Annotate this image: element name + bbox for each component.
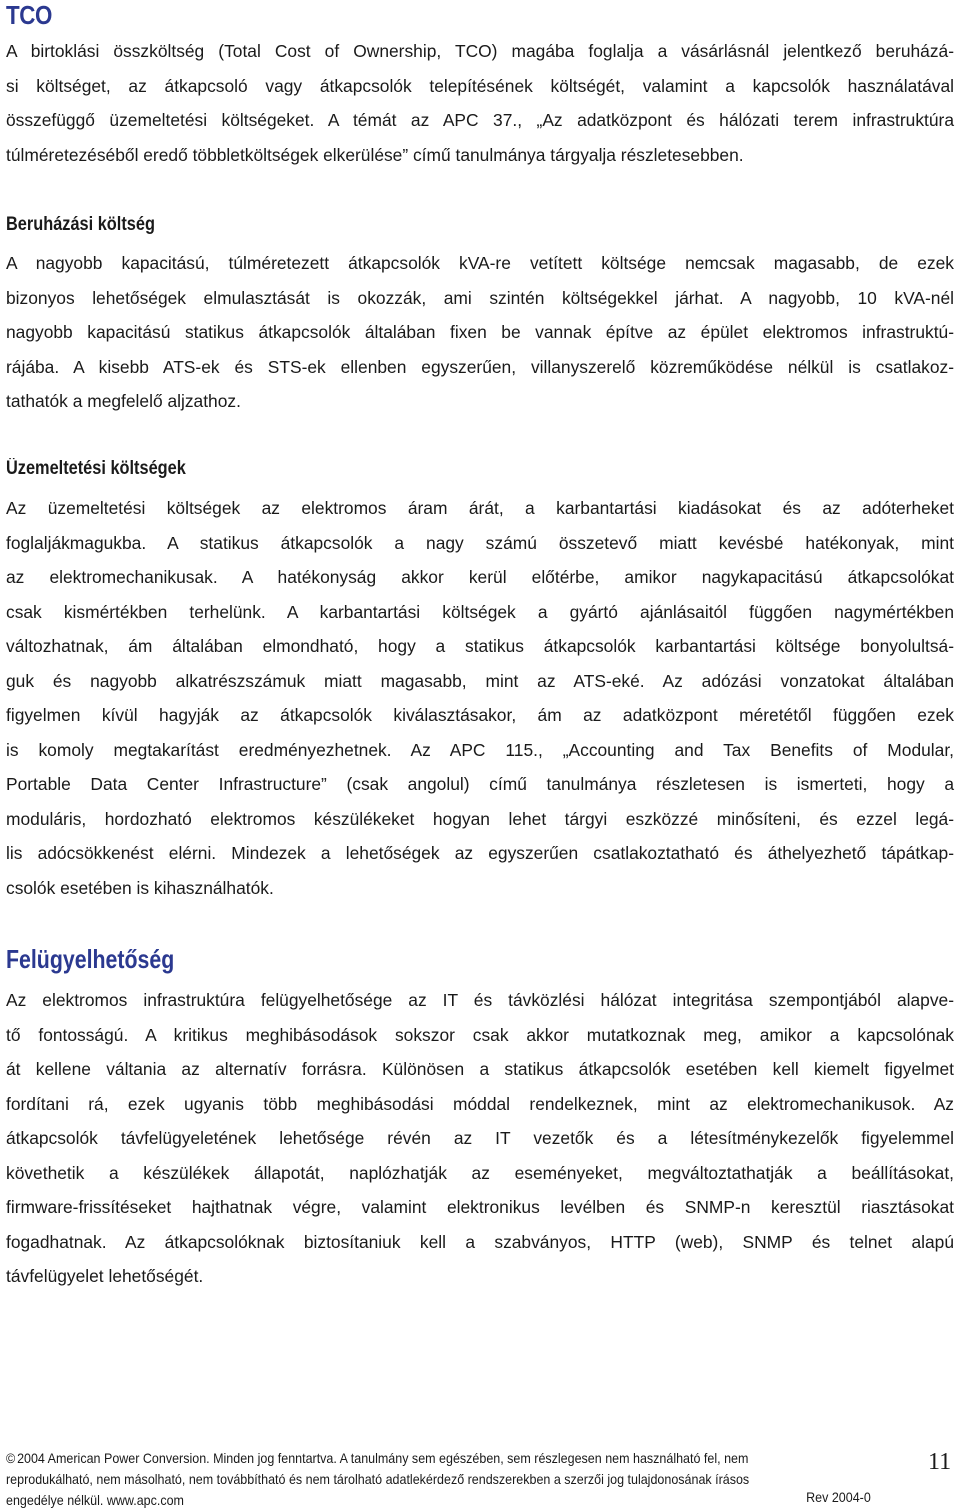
text-line: fordítani rá, ezek ugyanis több meghibásodási móddal rendelkeznek, mint az elektromechanikusok. Az: [6, 1093, 954, 1114]
text-line: csak kismértékben terhelünk. A karbantartási költségek a gyártó ajánlásaitól függően nagymértékben: [6, 601, 954, 622]
text-line: tathatók a megfelelő aljzathoz.: [6, 391, 241, 411]
manageability-paragraph: [6, 983, 954, 1294]
text-line: csolók esetében is kihasználhatók.: [6, 877, 274, 898]
page-number: 11: [928, 1449, 952, 1475]
text-line: változhatnak, ám általában elmondható, hogy a statikus átkapcsolók karbantartási költsége bonyolultsá-: [6, 636, 954, 656]
text-line: is komoly megtakarítást eredményezhetnek. Az APC 115., „Accounting and Tax Benefits of Modular,: [6, 739, 954, 760]
text-line: átkapcsolók távfelügyeletének lehetősége révén az IT vezetők és a létesítménykezelők figyelemmel: [6, 1128, 954, 1148]
text-line: foglaljákmagukba. A statikus átkapcsolók a nagy számú összetevő miatt kevésbé hatékonyak, mint: [6, 532, 954, 553]
text-line: Az elektromos infrastruktúra felügyelhetősége az IT és távközlési hálózat integritása szempontjából alapve-: [6, 990, 954, 1010]
text-line: A nagyobb kapacitású, túlméretezett átkapcsolók kVA-re vetített költsége nemcsak magasabb, de ezek: [6, 253, 954, 273]
text-line: A birtoklási összköltség (Total Cost of Ownership, TCO) magába foglalja a vásárlásnál jelentkező beruházá-: [6, 41, 954, 61]
text-line: túlméretezéséből eredő többletköltségek elkerülése” című tanulmánya tárgyalja részletesebben.: [6, 144, 744, 165]
text-line: követhetik a készülékek állapotát, naplózhatják az eseményeket, megváltoztathatják a beállításokat,: [6, 1162, 954, 1183]
text-line: az elektromechanikusak. A hatékonyság akkor kerül előtérbe, amikor nagykapacitású átkapcsolókat: [6, 567, 954, 587]
footer-line-3: engedélye nélkül. www.apc.com: [6, 1493, 184, 1508]
footer-line-1: [6, 1448, 816, 1469]
text-line: firmware-frissítéseket hajthatnak végre, valamint elektronikus levélben és SNMP-n keresztül riasztásokat: [6, 1197, 954, 1217]
text-line: guk és nagyobb alkatrészszámuk miatt magasabb, mint az ATS-eké. Az adózási vonzatokat általában: [6, 670, 954, 691]
section-heading-manageability: Felügyelhetőség: [6, 944, 175, 974]
text-line: moduláris, hordozható elektromos készülékeket hogyan lehet tárgyi eszközzé minősíteni, és ezzel legá-: [6, 808, 954, 829]
text-line: figyelmen kívül hagyják az átkapcsolók kiválasztásakor, ám az adatközpont méretétől függően ezek: [6, 705, 954, 725]
investment-paragraph: [6, 246, 954, 419]
text-line: át kellene váltania az alternatív forrásra. Különösen a statikus átkapcsolók esetében kell kiemelt figyelmet: [6, 1059, 954, 1079]
copyright-symbol: ©: [6, 1451, 16, 1466]
text-line: távfelügyelet lehetőségét.: [6, 1266, 204, 1286]
text-line: összefüggő üzemeltetési költségeket. A témát az APC 37., „Az adatközpont és hálózati terem infrastruktúra: [6, 110, 954, 130]
section-heading-investment: Beruházási költség: [6, 214, 155, 235]
intro-paragraph: [6, 34, 954, 172]
text-line: Az üzemeltetési költségek az elektromos áram árát, a karbantartási kiadásokat és az adóterheket: [6, 498, 954, 518]
text-line: Portable Data Center Infrastructure” (csak angolul) című tanulmánya részletesen is ismerteti, hogy a: [6, 774, 954, 794]
text-line: si költséget, az átkapcsoló vagy átkapcsolók telepítésének költségét, valamint a kapcsolók használatával: [6, 75, 954, 96]
page-footer: [6, 1448, 871, 1511]
text-line: lis adócsökkenést elérni. Mindezek a lehetőségek az egyszerűen csatlakoztatható és áthelyezhető tápátkap-: [6, 843, 954, 863]
text-line: nagyobb kapacitású statikus átkapcsolók általában fixen be vannak építve az épület elektromos infrastruktú-: [6, 322, 954, 342]
section-heading-operating: Üzemeltetési költségek: [6, 458, 186, 479]
text-line: bizonyos lehetőségek elmulasztását is okozzák, ami szintén költségekkel járhat. A nagyobb, 10 kVA-nél: [6, 287, 954, 308]
document-title: TCO: [6, 0, 52, 30]
text-line: rájába. A kisebb ATS-ek és STS-ek ellenben egyszerűen, villanyszerelő közreműködése nélkül is csatlakoz-: [6, 356, 954, 377]
text-line: tő fontosságú. A kritikus meghibásodások sokszor csak akkor mutatkoznak meg, amikor a kapcsolónak: [6, 1024, 954, 1045]
footer-line-1-text: 2004 American Power Conversion. Minden jog fenntartva. A tanulmány sem egészében, sem részlegesen nem használható fel, nem: [17, 1451, 749, 1466]
footer-line-2: reprodukálható, nem másolható, nem továbbítható és nem tárolható adatlekérdező rendszerekben a szerzői jog tulajdonosának írásos: [6, 1472, 750, 1487]
revision-label: Rev 2004-0: [806, 1490, 871, 1505]
text-line: fogadhatnak. Az átkapcsolóknak biztosítaniuk kell a szabványos, HTTP (web), SNMP és telnet alapú: [6, 1231, 954, 1252]
operating-paragraph: [6, 491, 954, 905]
